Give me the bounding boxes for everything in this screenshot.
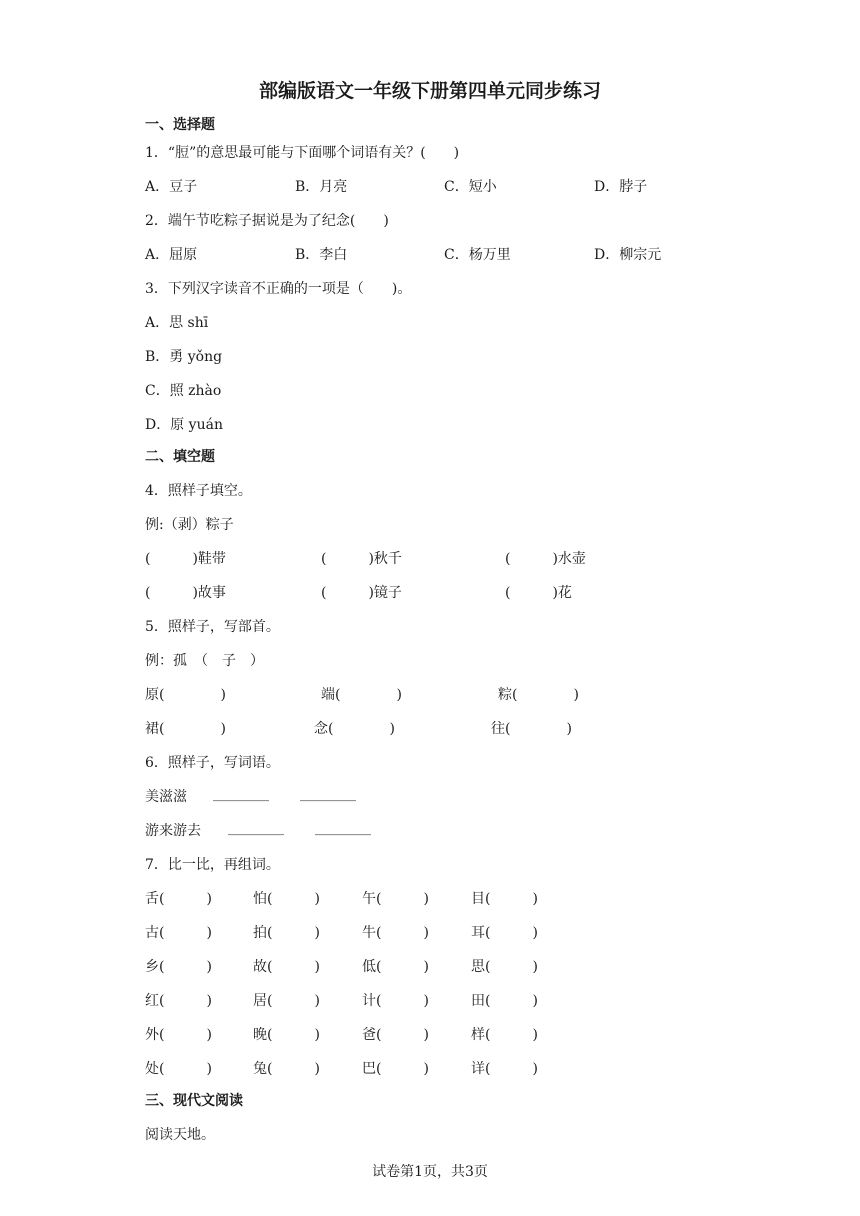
q7-word-blank[interactable]: 耳( ) [471, 925, 538, 941]
q4-blank[interactable]: ( )鞋带 [145, 551, 226, 567]
q1-option-b: B．月亮 [295, 179, 348, 195]
q1-option-a: A．豆子 [145, 179, 198, 195]
q4-blank[interactable]: ( )镜子 [321, 585, 402, 601]
q3-option-b: B．勇 yǒng [145, 349, 223, 365]
q7-word-blank[interactable]: 乡( ) [145, 959, 212, 975]
page-footer: 试卷第1页，共3页 [372, 1164, 488, 1180]
q7-word-blank[interactable]: 古( ) [145, 925, 212, 941]
q7-word-blank[interactable]: 故( ) [253, 959, 320, 975]
q7-word-blank[interactable]: 红( ) [145, 993, 212, 1009]
q7-word-blank[interactable]: 处( ) [145, 1061, 212, 1077]
q5-example: 例：孤 （ 子 ） [145, 653, 264, 669]
q7-word-blank[interactable]: 爸( ) [362, 1027, 429, 1043]
q7-word-blank[interactable]: 田( ) [471, 993, 538, 1009]
question-1-stem: 1．“脰”的意思最可能与下面哪个词语有关？( ) [145, 145, 460, 161]
q5-blank[interactable]: 裙( ) [145, 721, 226, 737]
q4-blank[interactable]: ( )花 [505, 585, 572, 601]
q6-answer-blank[interactable]: ________ [315, 820, 371, 836]
q2-option-c: C．杨万里 [444, 247, 511, 263]
q5-blank[interactable]: 往( ) [491, 721, 572, 737]
q7-word-blank[interactable]: 低( ) [362, 959, 429, 975]
q7-word-blank[interactable]: 计( ) [362, 993, 429, 1009]
q6-row2-label: 游来游去 [145, 823, 201, 839]
q5-blank[interactable]: 念( ) [314, 721, 395, 737]
q6-answer-blank[interactable]: ________ [300, 786, 356, 802]
q7-word-blank[interactable]: 详( ) [471, 1061, 538, 1077]
q7-word-blank[interactable]: 巴( ) [362, 1061, 429, 1077]
question-5-stem: 5．照样子，写部首。 [145, 619, 280, 635]
question-2-stem: 2．端午节吃粽子据说是为了纪念( ) [145, 213, 389, 229]
q2-option-d: D．柳宗元 [594, 247, 662, 263]
q6-answer-blank[interactable]: ________ [228, 820, 284, 836]
q7-word-blank[interactable]: 目( ) [471, 891, 538, 907]
q7-word-blank[interactable]: 牛( ) [362, 925, 429, 941]
q4-blank[interactable]: ( )秋千 [321, 551, 402, 567]
q5-blank[interactable]: 端( ) [321, 687, 402, 703]
q4-blank[interactable]: ( )水壶 [505, 551, 586, 567]
q6-row1-label: 美滋滋 [145, 789, 187, 805]
q7-word-blank[interactable]: 拍( ) [253, 925, 320, 941]
q3-option-a: A．思 shī [145, 315, 209, 331]
q3-option-d: D．原 yuán [145, 417, 223, 433]
question-7-stem: 7．比一比，再组词。 [145, 857, 280, 873]
q3-option-c: C．照 zhào [145, 383, 222, 399]
q7-word-blank[interactable]: 晚( ) [253, 1027, 320, 1043]
q2-option-b: B．李白 [295, 247, 348, 263]
q7-word-blank[interactable]: 兔( ) [253, 1061, 320, 1077]
section-heading-reading: 三、现代文阅读 [145, 1093, 243, 1109]
question-6-stem: 6．照样子，写词语。 [145, 755, 280, 771]
page-title: 部编版语文一年级下册第四单元同步练习 [258, 80, 601, 102]
section-heading-fill: 二、填空题 [145, 449, 215, 465]
q7-word-blank[interactable]: 舌( ) [145, 891, 212, 907]
q4-blank[interactable]: ( )故事 [145, 585, 226, 601]
q5-blank[interactable]: 原( ) [145, 687, 226, 703]
q5-blank[interactable]: 粽( ) [498, 687, 579, 703]
section-heading-choice: 一、选择题 [145, 117, 215, 133]
q7-word-blank[interactable]: 外( ) [145, 1027, 212, 1043]
q1-option-d: D．脖子 [594, 179, 648, 195]
reading-prompt: 阅读天地。 [145, 1127, 215, 1143]
q7-word-blank[interactable]: 思( ) [471, 959, 538, 975]
q1-option-c: C．短小 [444, 179, 497, 195]
q4-example: 例:（剥）粽子 [145, 517, 234, 533]
q2-option-a: A．屈原 [145, 247, 198, 263]
question-3-stem: 3．下列汉字读音不正确的一项是（ )。 [145, 281, 412, 297]
q7-word-blank[interactable]: 午( ) [362, 891, 429, 907]
q7-word-blank[interactable]: 样( ) [471, 1027, 538, 1043]
q7-word-blank[interactable]: 怕( ) [253, 891, 320, 907]
q7-word-blank[interactable]: 居( ) [253, 993, 320, 1009]
q6-answer-blank[interactable]: ________ [213, 786, 269, 802]
question-4-stem: 4．照样子填空。 [145, 483, 252, 499]
